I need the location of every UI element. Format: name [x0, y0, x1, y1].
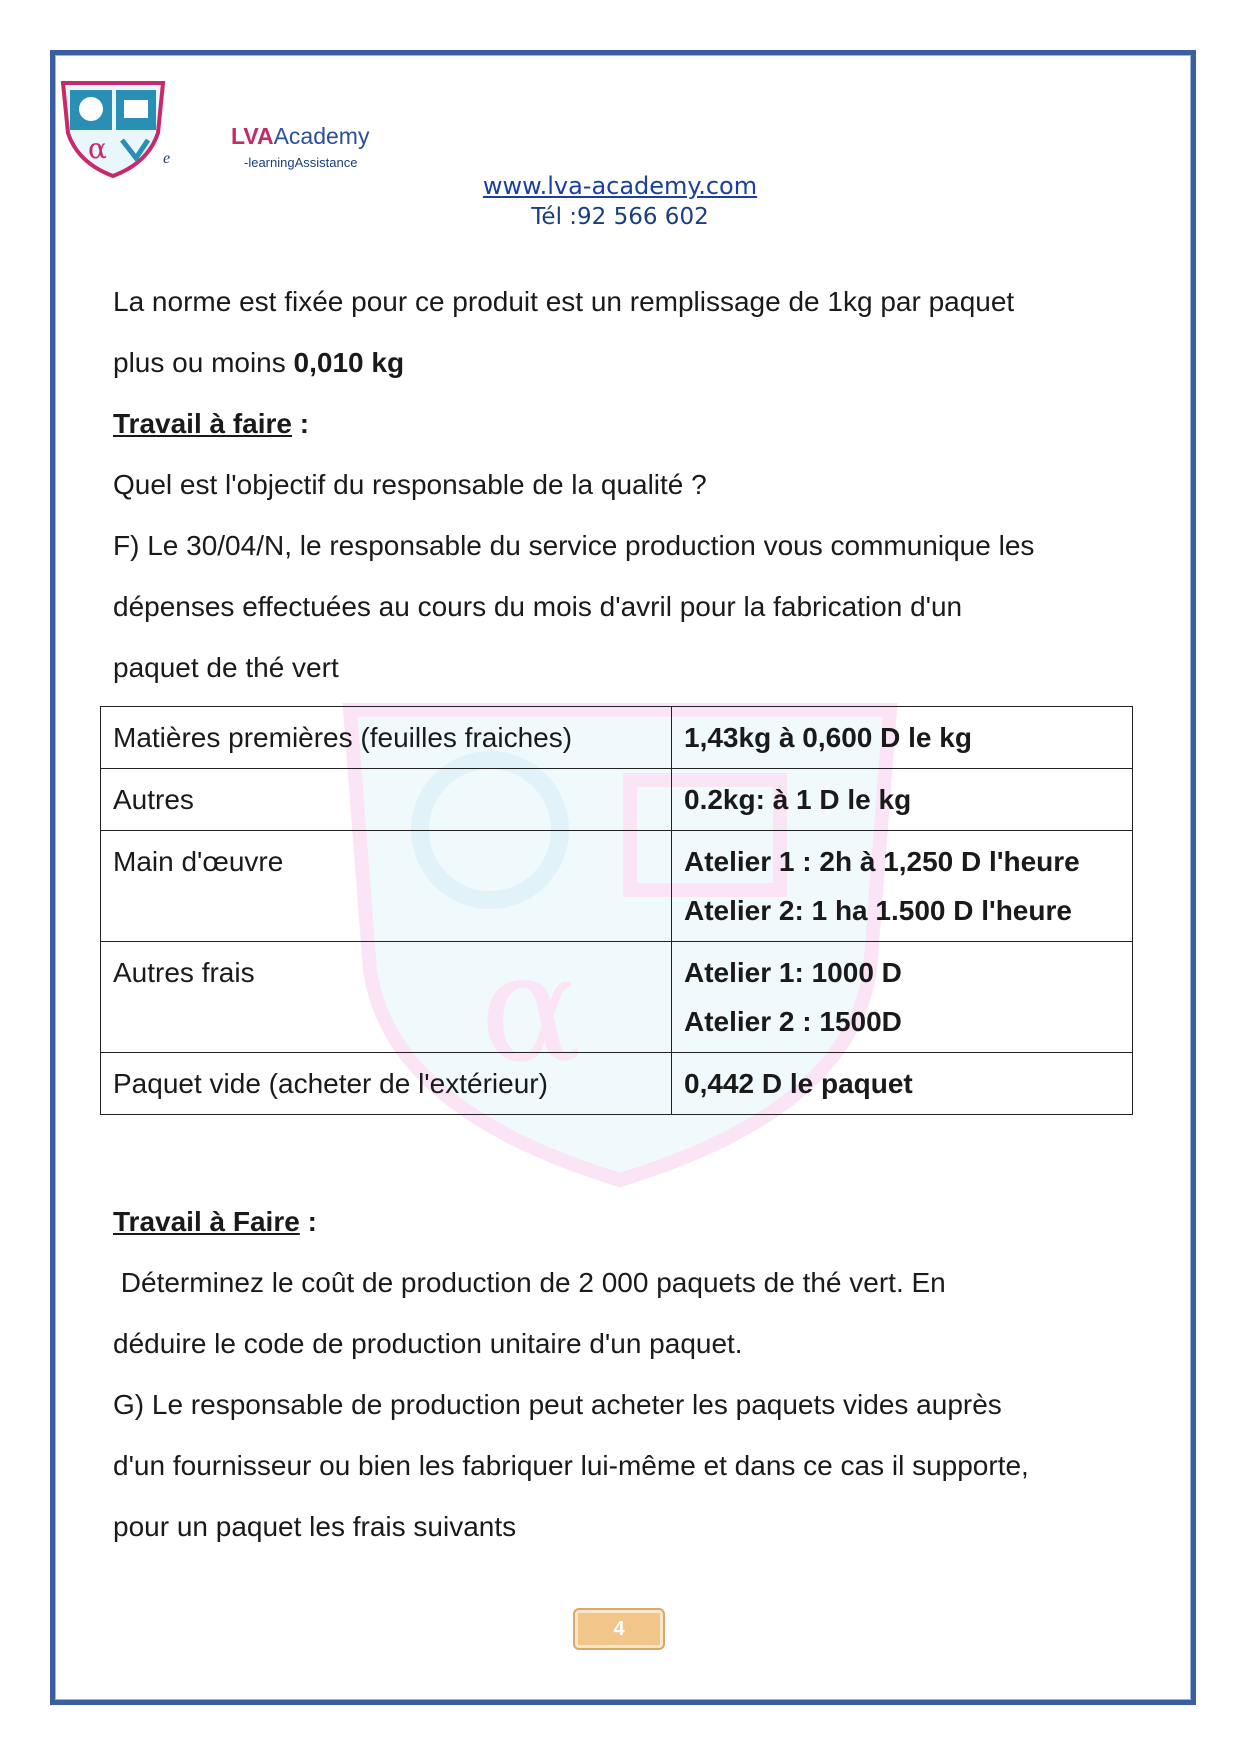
brand-lva: LVA — [231, 123, 274, 149]
row-value — [672, 831, 1133, 942]
paragraph-line: La norme est fixée pour ce produit est un remplissage de 1kg par paquet — [113, 286, 1015, 317]
value-line: 0,442 D le paquet — [684, 1068, 913, 1099]
question-line: Quel est l'objectif du responsable de la qualité ? — [113, 469, 707, 500]
cost-table — [100, 706, 1133, 1115]
value-line: Atelier 1: 1000 D — [684, 957, 902, 988]
paragraph-line: déduire le code de production unitaire d'un paquet. — [113, 1328, 743, 1359]
text-run: plus ou moins — [113, 347, 294, 378]
body-content-lower — [113, 1195, 1133, 1561]
paragraph-line — [113, 336, 1133, 397]
table-row — [101, 1053, 1133, 1115]
brand-academy: Academy — [273, 123, 370, 149]
row-label: Matières premières (feuilles fraiches) — [101, 707, 672, 769]
section-title-text: Travail à Faire — [113, 1206, 300, 1237]
value-line: 0.2kg: à 1 D le kg — [684, 784, 912, 815]
svg-text:α: α — [88, 132, 107, 165]
row-value — [672, 769, 1133, 831]
paragraph-line: paquet de thé vert — [113, 652, 339, 683]
brand-e-mark: e — [163, 150, 171, 167]
paragraph-line: dépenses effectuées au cours du mois d'avril pour la fabrication d'un — [113, 591, 963, 622]
section-title — [113, 397, 1133, 458]
brand-tagline: -learningAssistance — [244, 155, 358, 170]
section-title — [113, 1195, 1133, 1256]
row-value — [672, 942, 1133, 1053]
section-title-text: Travail à faire — [113, 408, 293, 439]
table-row — [101, 942, 1133, 1053]
lva-logo — [58, 78, 171, 178]
bold-value: 0,010 kg — [293, 347, 405, 378]
row-label: Autres — [101, 769, 672, 831]
brand-name — [231, 123, 369, 150]
value-line: Atelier 1 : 2h à 1,250 D l'heure — [684, 846, 1080, 877]
table-row — [101, 831, 1133, 942]
row-label: Paquet vide (acheter de l'extérieur) — [101, 1053, 672, 1115]
page-number: 4 — [573, 1608, 665, 1650]
website-link[interactable]: www.lva-academy.com — [482, 172, 758, 200]
value-line: 1,43kg à 0,600 D le kg — [684, 722, 972, 753]
paragraph-line: F) Le 30/04/N, le responsable du service production vous communique les — [113, 530, 1035, 561]
svg-text:α: α — [480, 922, 582, 1096]
row-value — [672, 1053, 1133, 1115]
title-colon: : — [299, 1206, 317, 1237]
body-content — [113, 275, 1133, 702]
table-row — [101, 769, 1133, 831]
row-label: Main d'œuvre — [101, 831, 672, 942]
paragraph-line: d'un fournisseur ou bien les fabriquer lui-même et dans ce cas il supporte, — [113, 1450, 1029, 1481]
paragraph-line: pour un paquet les frais suivants — [113, 1511, 517, 1542]
phone-number: Tél :92 566 602 — [531, 204, 709, 230]
title-colon: : — [292, 408, 310, 439]
paragraph-line: G) Le responsable de production peut acheter les paquets vides auprès — [113, 1389, 1002, 1420]
row-value — [672, 707, 1133, 769]
value-line: Atelier 2 : 1500D — [684, 1006, 902, 1037]
row-label: Autres frais — [101, 942, 672, 1053]
value-line: Atelier 2: 1 ha 1.500 D l'heure — [684, 895, 1072, 926]
table-row — [101, 707, 1133, 769]
paragraph-line: Déterminez le coût de production de 2 000 paquets de thé vert. En — [113, 1267, 946, 1298]
